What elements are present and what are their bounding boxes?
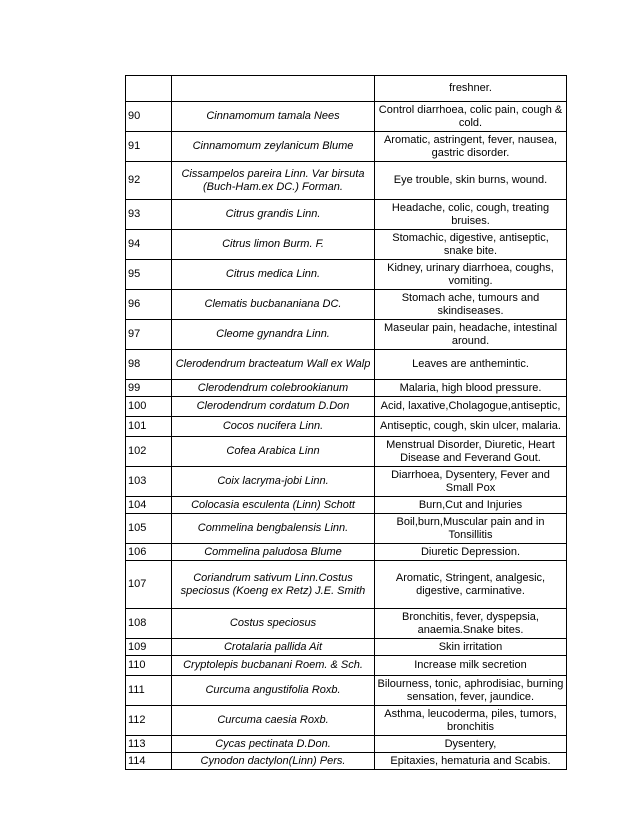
serial-number-cell: 104 xyxy=(126,497,172,514)
table-row xyxy=(126,350,567,380)
table-row xyxy=(126,736,567,753)
botanical-name-cell: Clerodendrum bracteatum Wall ex Walp xyxy=(172,350,375,380)
table-row xyxy=(126,260,567,290)
serial-number-cell: 105 xyxy=(126,514,172,544)
botanical-name-cell: Cycas pectinata D.Don. xyxy=(172,736,375,753)
medicinal-use-cell: Control diarrhoea, colic pain, cough & cold. xyxy=(375,102,567,132)
serial-number-cell: 114 xyxy=(126,753,172,770)
medicinal-use-cell: Skin irritation xyxy=(375,639,567,656)
medicinal-use-cell: Menstrual Disorder, Diuretic, Heart Disease and Feverand Gout. xyxy=(375,437,567,467)
botanical-name-cell: Commelina bengbalensis Linn. xyxy=(172,514,375,544)
table-body xyxy=(126,76,567,770)
serial-number-cell: 106 xyxy=(126,544,172,561)
serial-number-cell: 111 xyxy=(126,676,172,706)
serial-number-cell: 102 xyxy=(126,437,172,467)
botanical-name-cell: Clematis bucbananiana DC. xyxy=(172,290,375,320)
table-row xyxy=(126,380,567,397)
table-row xyxy=(126,609,567,639)
medicinal-use-cell: Bilourness, tonic, aphrodisiac, burning sensation, fever, jaundice. xyxy=(375,676,567,706)
table-row xyxy=(126,102,567,132)
botanical-name-cell: Colocasia esculenta (Linn) Schott xyxy=(172,497,375,514)
medicinal-use-cell: Malaria, high blood pressure. xyxy=(375,380,567,397)
botanical-name-cell: Cleome gynandra Linn. xyxy=(172,320,375,350)
medicinal-use-cell: Increase milk secretion xyxy=(375,656,567,676)
medicinal-use-cell: Headache, colic, cough, treating bruises. xyxy=(375,200,567,230)
medicinal-use-cell: Kidney, urinary diarrhoea, coughs, vomiting. xyxy=(375,260,567,290)
botanical-name-cell xyxy=(172,76,375,102)
botanical-name-cell: Clerodendrum cordatum D.Don xyxy=(172,397,375,417)
medicinal-use-cell: Acid, laxative,Cholagogue,antiseptic, xyxy=(375,397,567,417)
botanical-name-cell: Curcuma angustifolia Roxb. xyxy=(172,676,375,706)
serial-number-cell: 97 xyxy=(126,320,172,350)
botanical-name-cell: Cocos nucifera Linn. xyxy=(172,417,375,437)
serial-number-cell: 99 xyxy=(126,380,172,397)
table-row xyxy=(126,656,567,676)
serial-number-cell: 94 xyxy=(126,230,172,260)
serial-number-cell: 108 xyxy=(126,609,172,639)
botanical-name-cell: Citrus medica Linn. xyxy=(172,260,375,290)
serial-number-cell: 95 xyxy=(126,260,172,290)
medicinal-use-cell: Aromatic, Stringent, analgesic, digestive, carminative. xyxy=(375,561,567,609)
serial-number-cell: 98 xyxy=(126,350,172,380)
serial-number-cell: 96 xyxy=(126,290,172,320)
medicinal-use-cell: Bronchitis, fever, dyspepsia, anaemia.Snake bites. xyxy=(375,609,567,639)
medicinal-use-cell: Antiseptic, cough, skin ulcer, malaria. xyxy=(375,417,567,437)
table-row xyxy=(126,467,567,497)
table-row xyxy=(126,162,567,200)
serial-number-cell: 92 xyxy=(126,162,172,200)
medicinal-use-cell: Aromatic, astringent, fever, nausea, gastric disorder. xyxy=(375,132,567,162)
table-row xyxy=(126,514,567,544)
table-row xyxy=(126,544,567,561)
table-row xyxy=(126,76,567,102)
botanical-name-cell: Cinnamomum zeylanicum Blume xyxy=(172,132,375,162)
table-row xyxy=(126,417,567,437)
medicinal-use-cell: Leaves are anthemintic. xyxy=(375,350,567,380)
table-row xyxy=(126,397,567,417)
botanical-name-cell: Citrus grandis Linn. xyxy=(172,200,375,230)
medicinal-use-cell: Dysentery, xyxy=(375,736,567,753)
serial-number-cell: 112 xyxy=(126,706,172,736)
botanical-name-cell: Curcuma caesia Roxb. xyxy=(172,706,375,736)
botanical-name-cell: Crotalaria pallida Ait xyxy=(172,639,375,656)
serial-number-cell: 101 xyxy=(126,417,172,437)
serial-number-cell: 100 xyxy=(126,397,172,417)
serial-number-cell: 107 xyxy=(126,561,172,609)
table-row xyxy=(126,753,567,770)
botanical-name-cell: Commelina paludosa Blume xyxy=(172,544,375,561)
medicinal-use-cell: Stomach ache, tumours and skindiseases. xyxy=(375,290,567,320)
botanical-name-cell: Cynodon dactylon(Linn) Pers. xyxy=(172,753,375,770)
table-row xyxy=(126,497,567,514)
medicinal-use-cell: Maseular pain, headache, intestinal around. xyxy=(375,320,567,350)
serial-number-cell: 90 xyxy=(126,102,172,132)
botanical-name-cell: Costus speciosus xyxy=(172,609,375,639)
serial-number-cell: 113 xyxy=(126,736,172,753)
table-row xyxy=(126,132,567,162)
table-row xyxy=(126,639,567,656)
table-row xyxy=(126,676,567,706)
medicinal-plants-table xyxy=(125,75,567,770)
serial-number-cell: 103 xyxy=(126,467,172,497)
botanical-name-cell: Cryptolepis bucbanani Roem. & Sch. xyxy=(172,656,375,676)
medicinal-use-cell: Stomachic, digestive, antiseptic, snake bite. xyxy=(375,230,567,260)
medicinal-use-cell: Eye trouble, skin burns, wound. xyxy=(375,162,567,200)
table-row xyxy=(126,290,567,320)
table-row xyxy=(126,437,567,467)
table-row xyxy=(126,561,567,609)
medicinal-use-cell: Diuretic Depression. xyxy=(375,544,567,561)
botanical-name-cell: Cofea Arabica Linn xyxy=(172,437,375,467)
serial-number-cell xyxy=(126,76,172,102)
table-row xyxy=(126,230,567,260)
medicinal-use-cell: freshner. xyxy=(375,76,567,102)
botanical-name-cell: Coix lacryma-jobi Linn. xyxy=(172,467,375,497)
table-row xyxy=(126,200,567,230)
botanical-name-cell: Cissampelos pareira Linn. Var birsuta (Buch-Ham.ex DC.) Forman. xyxy=(172,162,375,200)
table-row xyxy=(126,320,567,350)
table-row xyxy=(126,706,567,736)
serial-number-cell: 93 xyxy=(126,200,172,230)
serial-number-cell: 109 xyxy=(126,639,172,656)
medicinal-use-cell: Burn,Cut and Injuries xyxy=(375,497,567,514)
botanical-name-cell: Citrus limon Burm. F. xyxy=(172,230,375,260)
botanical-name-cell: Clerodendrum colebrookianum xyxy=(172,380,375,397)
serial-number-cell: 91 xyxy=(126,132,172,162)
medicinal-use-cell: Diarrhoea, Dysentery, Fever and Small Pox xyxy=(375,467,567,497)
serial-number-cell: 110 xyxy=(126,656,172,676)
botanical-name-cell: Coriandrum sativum Linn.Costus speciosus (Koeng ex Retz) J.E. Smith xyxy=(172,561,375,609)
medicinal-use-cell: Asthma, leucoderma, piles, tumors, bronchitis xyxy=(375,706,567,736)
medicinal-use-cell: Boil,burn,Muscular pain and in Tonsillitis xyxy=(375,514,567,544)
botanical-name-cell: Cinnamomum tamala Nees xyxy=(172,102,375,132)
medicinal-use-cell: Epitaxies, hematuria and Scabis. xyxy=(375,753,567,770)
